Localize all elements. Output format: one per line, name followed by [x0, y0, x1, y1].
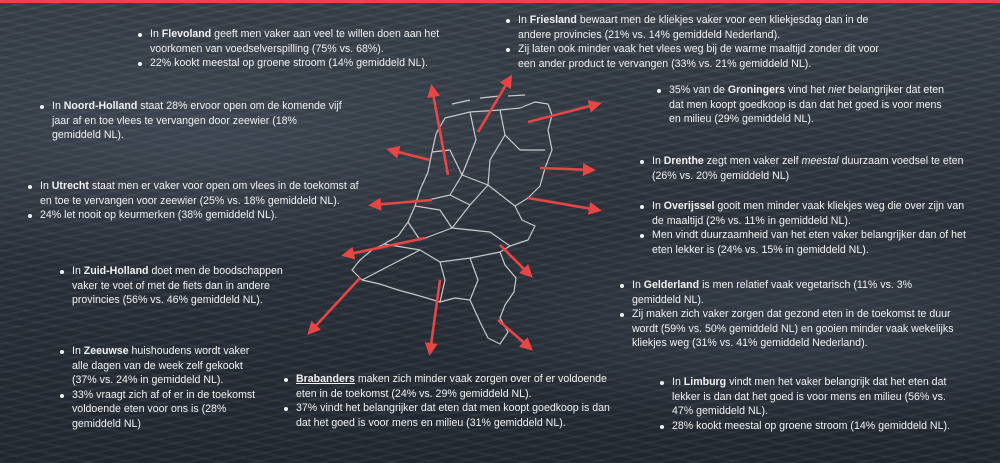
utrecht-block — [25, 179, 365, 223]
province-name-flevoland: Flevoland — [161, 28, 212, 40]
zeeland-block — [57, 344, 257, 431]
province-name-drenthe: Drenthe — [663, 155, 704, 167]
province-name-overijssel: Overijssel — [663, 200, 715, 212]
arrow-brabant — [430, 280, 440, 352]
flevoland-item-2: 22% kookt meestal op groene stroom (14% gemiddeld NL). — [135, 56, 460, 71]
limburg-block — [657, 375, 957, 433]
brabant-item-1: Brabanders maken zich minder vaak zorgen over of er voldoende eten in de toekomst (24% vs. 29% gemiddeld NL). — [281, 372, 626, 401]
drenthe-item-1: In Drenthe zegt men vaker zelf meestal duurzaam voedsel te eten (26% vs. 20% gemiddeld NL) — [637, 154, 967, 183]
friesland-item-1: In Friesland bewaart men de kliekjes vaker voor een kliekjesdag dan in de andere provincies (21% vs. 14% gemiddeld Nederland). — [503, 13, 881, 42]
province-name-utrecht: Utrecht — [51, 180, 89, 192]
gelderland-block — [617, 278, 957, 351]
arrow-zuid-holland — [345, 238, 425, 255]
arrow-utrecht — [372, 200, 432, 205]
province-name-noord-holland: Noord-Holland — [63, 100, 138, 112]
utrecht-item-1: In Utrecht staat men er vaker voor open om vlees in de toekomst af en toe te vervangen voor zeewier (25% vs. 18% gemiddeld NL). — [25, 179, 365, 208]
arrow-groningen — [528, 104, 598, 122]
arrow-friesland — [478, 78, 510, 132]
overijssel-item-2: Men vindt duurzaamheid van het eten vaker belangrijker dan of het eten lekker is (24% vs. 15% in gemiddeld NL). — [637, 228, 977, 257]
province-name-friesland: Friesland — [529, 14, 577, 26]
zuid-holland-block — [57, 264, 297, 308]
zeeland-item-2: 33% vraagt zich af of er in de toekomst voldoende eten voor ons is (28% gemiddeld NL) — [57, 388, 257, 432]
noord-holland-block — [37, 99, 347, 143]
brabant-block — [281, 372, 626, 430]
province-name-limburg: Limburg — [683, 376, 727, 388]
map-outline — [352, 95, 552, 344]
province-name-groningen: Groningers — [727, 84, 786, 96]
flevoland-item-1: In Flevoland geeft men vaker aan veel te willen doen aan het voorkomen van voedselverspilling (75% vs. 68%). — [135, 27, 460, 56]
arrow-flevoland — [432, 88, 448, 175]
arrow-zeeland — [310, 278, 360, 332]
arrow-limburg — [498, 320, 530, 348]
gelderland-item-2: Zij maken zich vaker zorgen dat gezond eten in de toekomst te duur wordt (59% vs. 50% gemiddeld NL) en gooien minder vaak wekelijks kliekjes weg (31% vs. 41% gemiddeld Nederland). — [617, 307, 957, 351]
drenthe-block — [637, 154, 967, 183]
groningen-item-1: 35% van de Groningers vind het niet belangrijker dat eten dat men koopt goedkoop is dan dat het goed is voor mens en milieu (29% gemiddeld NL). — [654, 83, 954, 127]
zuid-holland-item-1: In Zuid-Holland doet men de boodschappen vaker te voet of met de fiets dan in andere provincies (56% vs. 46% gemiddeld NL). — [57, 264, 297, 308]
brabant-item-2: 37% vindt het belangrijker dat eten dat men koopt goedkoop is dan dat het goed is voor mens en milieu (31% gemiddeld NL). — [281, 401, 626, 430]
arrow-overijssel — [528, 198, 598, 210]
arrow-noord-holland — [390, 150, 430, 160]
flevoland-block — [135, 27, 460, 71]
province-name-zeeland: Zeeuwse — [83, 345, 129, 357]
overijssel-item-1: In Overijssel gooit men minder vaak kliekjes weg die over zijn van de maaltijd (2% vs. 11% in gemiddeld NL). — [637, 199, 977, 228]
limburg-item-2: 28% kookt meestal op groene stroom (14% gemiddeld NL). — [657, 419, 957, 434]
friesland-item-2: Zij laten ook minder vaak het vlees weg bij de warme maaltijd zonder dit voor een ander product te vervangen (33% vs. 21% gemiddeld NL). — [503, 42, 881, 71]
friesland-block — [503, 13, 881, 71]
limburg-item-1: In Limburg vindt men het vaker belangrijk dat het eten dat lekker is dan dat het goed is voor mens en milieu (56% vs. 47% gemiddeld NL). — [657, 375, 957, 419]
province-name-zuid-holland: Zuid-Holland — [83, 265, 149, 277]
utrecht-item-2: 24% let nooit op keurmerken (38% gemiddeld NL). — [25, 208, 365, 223]
noord-holland-item-1: In Noord-Holland staat 28% ervoor open om de komende vijf jaar af en toe vlees te vervangen door zeewier (18% gemiddeld NL). — [37, 99, 347, 143]
province-name-brabant: Brabanders — [296, 373, 355, 385]
groningen-block — [654, 83, 954, 127]
zeeland-item-1: In Zeeuwse huishoudens wordt vaker alle dagen van de week zelf gekookt (37% vs. 24% in gemiddeld NL). — [57, 344, 257, 388]
arrow-gelderland — [500, 245, 530, 275]
overijssel-block — [637, 199, 977, 257]
gelderland-item-1: In Gelderland is men relatief vaak vegetarisch (11% vs. 3% gemiddeld NL). — [617, 278, 957, 307]
arrow-drenthe — [540, 168, 592, 170]
province-name-gelderland: Gelderland — [643, 279, 700, 291]
